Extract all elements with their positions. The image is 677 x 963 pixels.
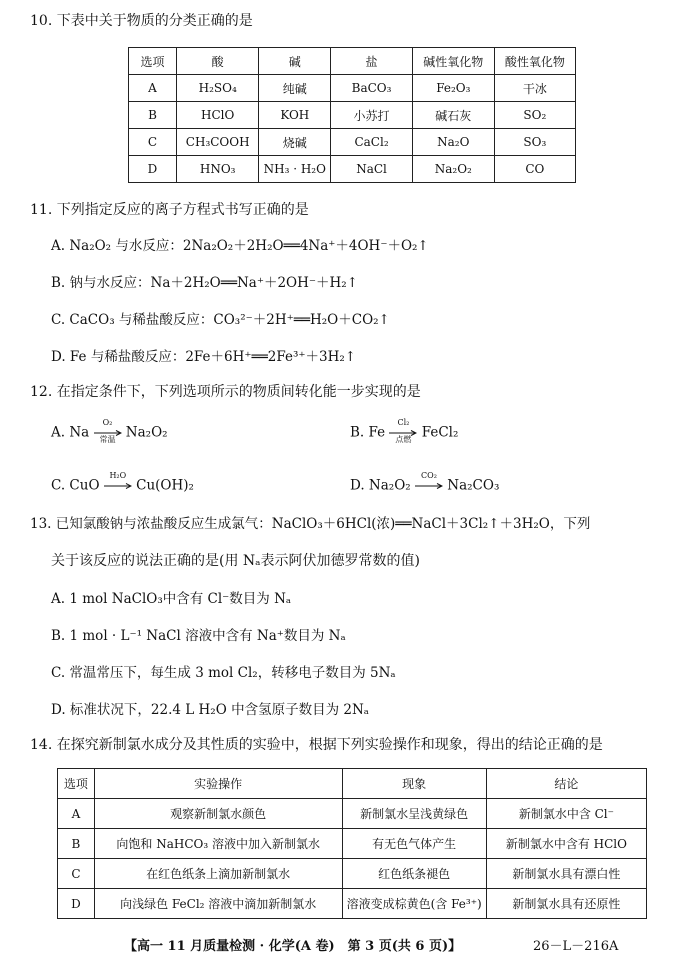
table-cell: CH₃COOH [176, 129, 258, 156]
table-cell: 碱石灰 [412, 102, 494, 129]
table-cell: C [58, 859, 95, 889]
table-cell: C [129, 129, 177, 156]
table-cell: 在红色纸条上滴加新制氯水 [94, 859, 342, 889]
exam-code: 26－L－216A [533, 939, 619, 954]
q11-option-d: D. Fe 与稀盐酸反应：2Fe＋6H⁺══2Fe³⁺＋3H₂↑ [51, 349, 357, 365]
q13-stem-line2: 关于该反应的说法正确的是(用 Nₐ表示阿伏加德罗常数的值) [51, 553, 421, 569]
table-cell: A [58, 799, 95, 829]
table-header-row [129, 48, 576, 75]
table-header-cell: 结论 [486, 769, 646, 799]
table-header-cell: 碱性氧化物 [412, 48, 494, 75]
table-cell: NH₃ · H₂O [259, 156, 331, 183]
table-cell: 红色纸条褪色 [342, 859, 486, 889]
table-cell: 新制氯水中含有 HClO [486, 829, 646, 859]
q11-title: 11. 下列指定反应的离子方程式书写正确的是 [30, 202, 309, 218]
table-cell: D [129, 156, 177, 183]
reactant: D. Na₂O₂ [350, 477, 411, 494]
table-cell: 有无色气体产生 [342, 829, 486, 859]
table-header-cell: 酸性氧化物 [494, 48, 575, 75]
q13-option-b: B. 1 mol · L⁻¹ NaCl 溶液中含有 Na⁺数目为 Nₐ [51, 628, 346, 644]
page-footer: 【高一 11 月质量检测 · 化学(A 卷) 第 3 页(共 6 页)】 [124, 939, 462, 954]
table-cell: HClO [176, 102, 258, 129]
table-cell: SO₃ [494, 129, 575, 156]
table-cell: 向浅绿色 FeCl₂ 溶液中滴加新制氯水 [94, 889, 342, 919]
product: Na₂O₂ [125, 424, 168, 441]
arrow-condition: 点燃 [395, 435, 412, 444]
table-cell: NaCl [331, 156, 413, 183]
reaction-arrow [415, 471, 443, 495]
q13-option-d: D. 标准状况下，22.4 L H₂O 中含氢原子数目为 2Nₐ [51, 702, 369, 718]
reactant: B. Fe [350, 424, 386, 441]
table-cell: SO₂ [494, 102, 575, 129]
table-cell: 烧碱 [259, 129, 331, 156]
table-cell: B [58, 829, 95, 859]
table-row [58, 859, 647, 889]
table-cell: 新制氯水具有漂白性 [486, 859, 646, 889]
table-cell: 新制氯水呈浅黄绿色 [342, 799, 486, 829]
q10-title: 10. 下表中关于物质的分类正确的是 [30, 13, 253, 29]
table-cell: 溶液变成棕黄色(含 Fe³⁺) [342, 889, 486, 919]
q13-option-a: A. 1 mol NaClO₃中含有 Cl⁻数目为 Nₐ [51, 591, 292, 607]
table-row [58, 889, 647, 919]
table-header-cell: 酸 [176, 48, 258, 75]
q12-option-c [51, 471, 194, 495]
table-cell: D [58, 889, 95, 919]
table-row [58, 829, 647, 859]
arrow-right-icon [104, 483, 132, 489]
table-header-cell: 现象 [342, 769, 486, 799]
arrow-reagent: Cl₂ [397, 418, 410, 427]
q11-option-b: B. 钠与水反应：Na＋2H₂O══Na⁺＋2OH⁻＋H₂↑ [51, 275, 358, 291]
table-cell: B [129, 102, 177, 129]
table-cell: KOH [259, 102, 331, 129]
arrow-right-icon [415, 483, 443, 489]
table-header-cell: 盐 [331, 48, 413, 75]
table-row [129, 129, 576, 156]
q10-table [128, 47, 576, 183]
table-cell: A [129, 75, 177, 102]
arrow-reagent: CO₂ [421, 471, 437, 480]
table-header-cell: 选项 [58, 769, 95, 799]
table-cell: CaCl₂ [331, 129, 413, 156]
q13-option-c: C. 常温常压下，每生成 3 mol Cl₂，转移电子数目为 5Nₐ [51, 665, 396, 681]
q12-title: 12. 在指定条件下，下列选项所示的物质间转化能一步实现的是 [30, 384, 421, 400]
table-cell: 干冰 [494, 75, 575, 102]
table-cell: 新制氯水具有还原性 [486, 889, 646, 919]
table-cell: BaCO₃ [331, 75, 413, 102]
table-row [58, 799, 647, 829]
table-cell: 纯碱 [259, 75, 331, 102]
table-row [129, 75, 576, 102]
table-header-cell: 选项 [129, 48, 177, 75]
table-header-cell: 碱 [259, 48, 331, 75]
table-header-cell: 实验操作 [94, 769, 342, 799]
arrow-reagent: H₂O [109, 471, 127, 480]
table-cell: H₂SO₄ [176, 75, 258, 102]
q12-option-d [350, 471, 500, 495]
table-row [129, 156, 576, 183]
table-row [129, 102, 576, 129]
q12-option-b [350, 418, 459, 444]
table-cell: Na₂O₂ [412, 156, 494, 183]
table-cell: Na₂O [412, 129, 494, 156]
table-cell: 观察新制氯水颜色 [94, 799, 342, 829]
table-cell: Fe₂O₃ [412, 75, 494, 102]
q14-table [57, 768, 647, 919]
table-cell: 向饱和 NaHCO₃ 溶液中加入新制氯水 [94, 829, 342, 859]
table-cell: 新制氯水中含 Cl⁻ [486, 799, 646, 829]
product: FeCl₂ [421, 424, 459, 441]
reactant: A. Na [51, 424, 90, 441]
q13-stem-line1: 13. 已知氯酸钠与浓盐酸反应生成氯气：NaClO₃＋6HCl(浓)══NaCl＋3Cl₂↑＋3H₂O，下列 [30, 516, 591, 532]
table-cell: HNO₃ [176, 156, 258, 183]
table-header-row [58, 769, 647, 799]
reaction-arrow [104, 471, 132, 495]
q14-title: 14. 在探究新制氯水成分及其性质的实验中，根据下列实验操作和现象，得出的结论正确的是 [30, 737, 603, 753]
arrow-reagent: O₂ [102, 418, 113, 427]
arrow-condition: 常温 [99, 435, 116, 444]
product: Cu(OH)₂ [136, 477, 194, 494]
q12-option-a [51, 418, 168, 444]
reactant: C. CuO [51, 477, 100, 494]
q11-option-c: C. CaCO₃ 与稀盐酸反应：CO₃²⁻＋2H⁺══H₂O＋CO₂↑ [51, 312, 390, 328]
table-cell: CO [494, 156, 575, 183]
q11-option-a: A. Na₂O₂ 与水反应：2Na₂O₂＋2H₂O══4Na⁺＋4OH⁻＋O₂↑ [51, 238, 429, 254]
product: Na₂CO₃ [447, 477, 500, 494]
table-cell: 小苏打 [331, 102, 413, 129]
reaction-arrow [389, 418, 417, 444]
reaction-arrow [94, 418, 122, 444]
